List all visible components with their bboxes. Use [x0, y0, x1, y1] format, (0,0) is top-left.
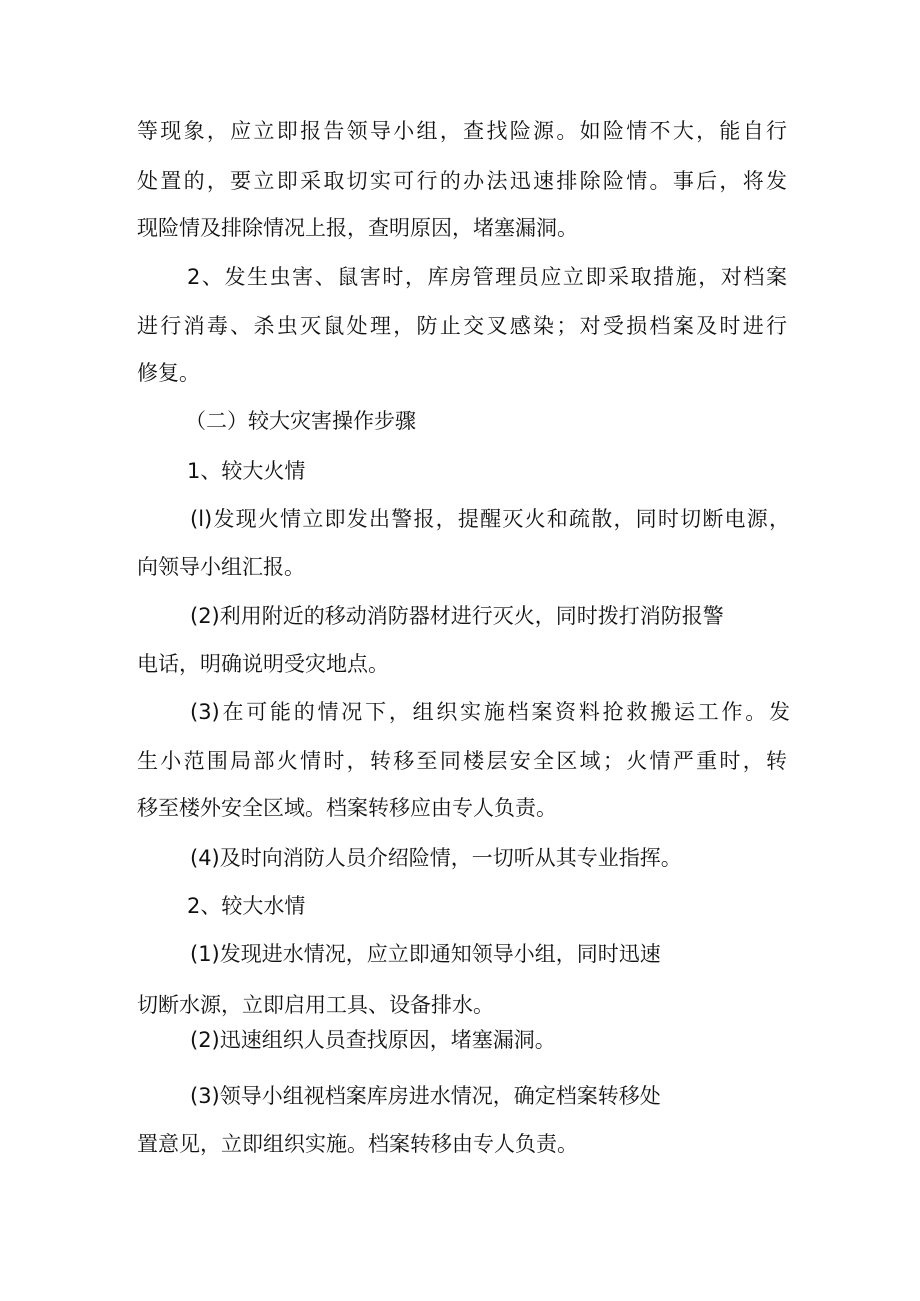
text-line: 置意见，立即组织实施。档案转移由专人负责。 — [137, 1132, 578, 1156]
text-line: (l)发现火情立即发出警报，提醒灭火和疏散，同时切断电源， — [190, 507, 790, 531]
text-line: 电话，明确说明受灾地点。 — [137, 652, 389, 676]
text-line: (2)迅速组织人员查找原因，堵塞漏洞。 — [190, 1028, 556, 1052]
text-line: (3)领导小组视档案库房进水情况，确定档案转移处 — [190, 1084, 661, 1108]
text-line: 等现象，应立即报告领导小组，查找险源。如险情不大，能自行 — [137, 119, 787, 143]
text-line: 移至楼外安全区域。档案转移应由专人负责。 — [137, 796, 557, 820]
text-line: 处置的，要立即采取切实可行的办法迅速排除险情。事后，将发 — [137, 169, 787, 193]
section-heading: （二）较大灾害操作步骤 — [185, 409, 416, 433]
text-line: 2、发生虫害、鼠害时，库房管理员应立即采取措施，对档案 — [187, 265, 787, 289]
text-line: 向领导小组汇报。 — [137, 555, 305, 579]
subsection-heading: 1、较大火情 — [187, 459, 306, 483]
subsection-heading: 2、较大水情 — [187, 894, 306, 918]
text-line: (2)利用附近的移动消防器材进行灭火，同时拨打消防报警 — [190, 604, 724, 628]
text-line: 现险情及排除情况上报，查明原因，堵塞漏洞。 — [137, 216, 578, 240]
text-line: (4)及时向消防人员介绍险情，一切听从其专业指挥。 — [190, 846, 682, 870]
text-line: 切断水源，立即启用工具、设备排水。 — [137, 993, 494, 1017]
text-line: (3)在可能的情况下，组织实施档案资料抢救搬运工作。发 — [190, 700, 790, 724]
text-line: 进行消毒、杀虫灭鼠处理，防止交叉感染；对受损档案及时进行 — [137, 314, 787, 338]
text-line: 修复。 — [137, 361, 200, 385]
text-line: (1)发现进水情况，应立即通知领导小组，同时迅速 — [190, 942, 661, 966]
text-line: 生小范围局部火情时，转移至同楼层安全区域；火情严重时，转 — [137, 749, 787, 773]
